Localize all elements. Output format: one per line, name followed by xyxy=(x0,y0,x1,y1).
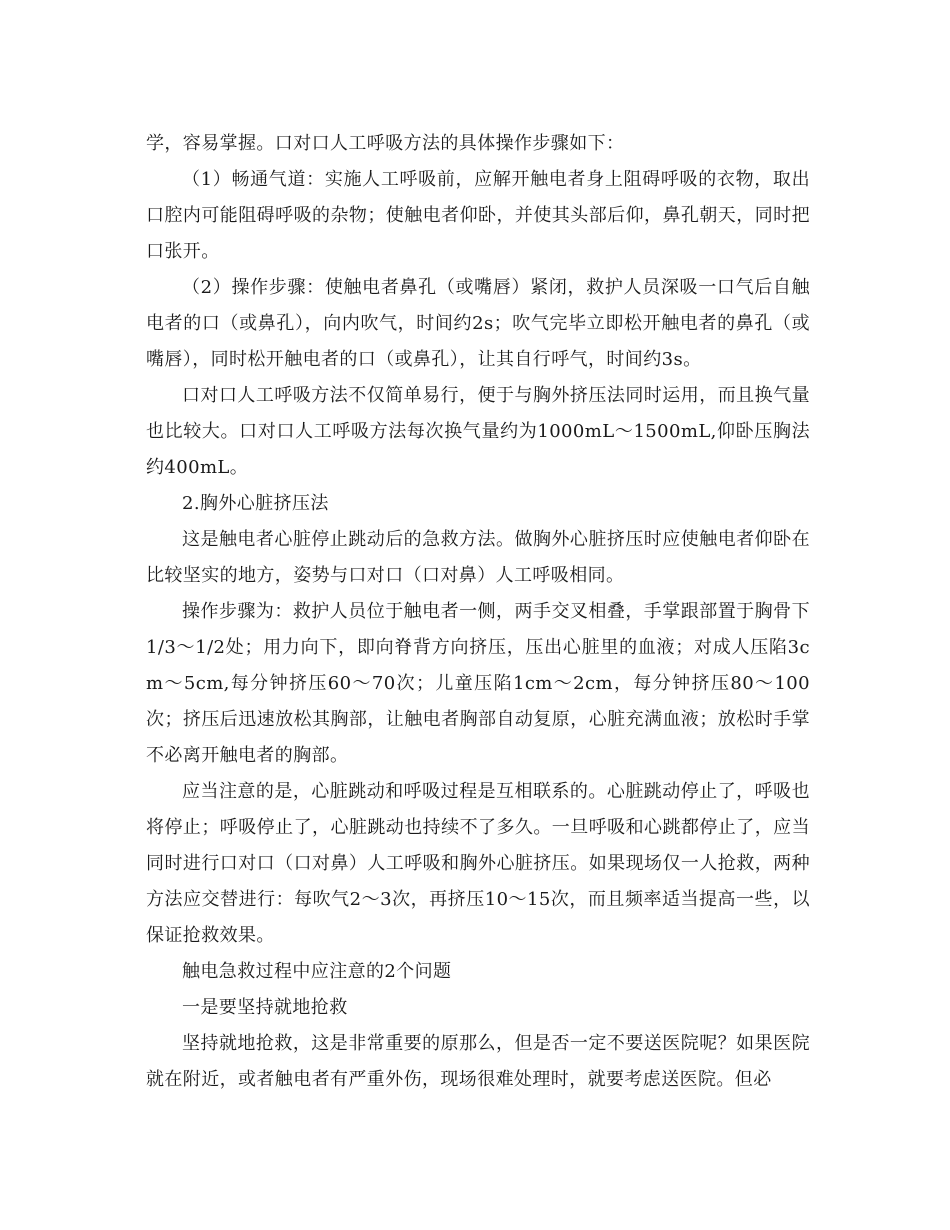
paragraph-8: 应当注意的是，心脏跳动和呼吸过程是互相联系的。心脏跳动停止了，呼吸也将停止；呼吸停止了，心脏跳动也持续不了多久。一旦呼吸和心跳都停止了，应当同时进行口对口（口对鼻）人工呼吸和胸外心脏挤压。如果现场仅一人抢救，两种方法应交替进行：每吹气2～3次，再挤压10～15次，而且频率适当提高一些，以保证抢救效果。 xyxy=(146,781,810,946)
paragraph-4: 口对口人工呼吸方法不仅简单易行，便于与胸外挤压法同时运用，而且换气量也比较大。口对口人工呼吸方法每次换气量约为1000mL～1500mL,仰卧压胸法约400mL。 xyxy=(146,385,810,478)
paragraph-2: （1）畅通气道：实施人工呼吸前，应解开触电者身上阻碍呼吸的衣物，取出口腔内可能阻碍呼吸的杂物；使触电者仰卧，并使其头部后仰，鼻孔朝天，同时把口张开。 xyxy=(146,169,810,262)
section-heading-two-issues: 触电急救过程中应注意的2个问题 xyxy=(182,961,452,982)
paragraph-3: （2）操作步骤：使触电者鼻孔（或嘴唇）紧闭，救护人员深吸一口气后自触电者的口（或鼻孔），向内吹气，时间约2s；吹气完毕立即松开触电者的鼻孔（或嘴唇），同时松开触电者的口（或鼻孔），让其自行呼气，时间约3s。 xyxy=(146,277,810,370)
subheading-on-site-rescue: 一是要坚持就地抢救 xyxy=(182,997,348,1018)
paragraph-1: 学，容易掌握。口对口人工呼吸方法的具体操作步骤如下： xyxy=(146,133,625,154)
paragraph-7: 操作步骤为：救护人员位于触电者一侧，两手交叉相叠，手掌跟部置于胸骨下1/3～1/2处；用力向下，即向脊背方向挤压，压出心脏里的血液；对成人压陷3cm～5cm,每分钟挤压60～70次；儿童压陷1cm～2cm，每分钟挤压80～100次；挤压后迅速放松其胸部，让触电者胸部自动复原，心脏充满血液；放松时手掌不必离开触电者的胸部。 xyxy=(146,601,810,766)
paragraph-6: 这是触电者心脏停止跳动后的急救方法。做胸外心脏挤压时应使触电者仰卧在比较坚实的地方，姿势与口对口（口对鼻）人工呼吸相同。 xyxy=(146,529,810,586)
section-heading-chest-compression: 2.胸外心脏挤压法 xyxy=(182,493,329,514)
document-body xyxy=(146,126,810,1098)
paragraph-11: 坚持就地抢救，这是非常重要的原那么，但是否一定不要送医院呢？如果医院就在附近，或者触电者有严重外伤，现场很难处理时，就要考虑送医院。但必 xyxy=(146,1033,810,1090)
